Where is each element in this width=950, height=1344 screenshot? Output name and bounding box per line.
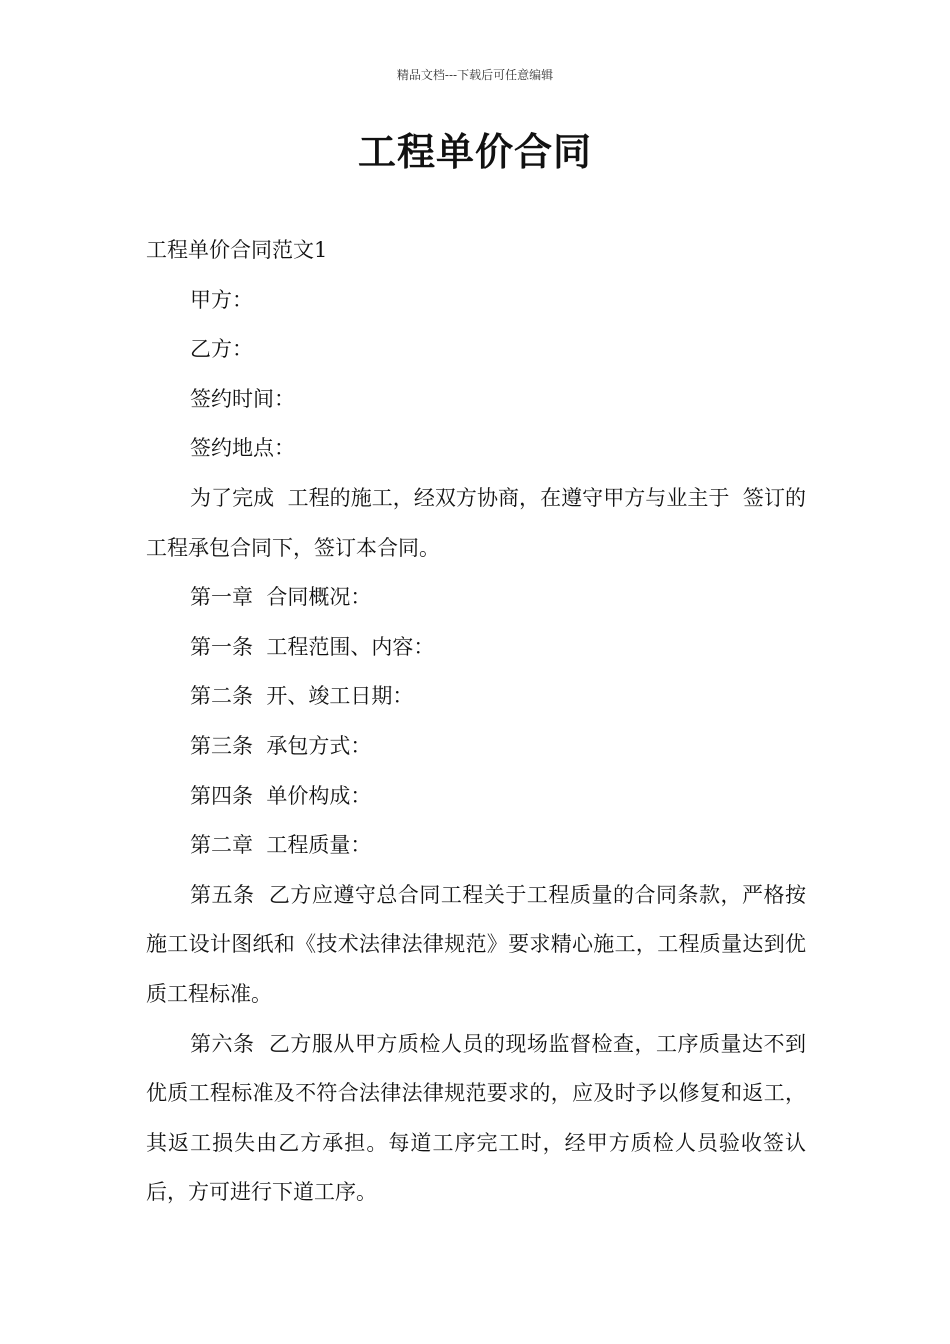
- article-1: 第一条 工程范围、内容：: [190, 634, 435, 659]
- chapter-2-heading: 第二章 工程质量：: [190, 833, 372, 858]
- article-5: 第五条 乙方应遵守总合同工程关于工程质量的合同条款，严格按施工设计图纸和《技术法律法律规范》要求精心施工，工程质量达到优质工程标准。: [146, 882, 806, 1006]
- section-heading: 工程单价合同范文1: [146, 238, 328, 262]
- article-6: 第六条 乙方服从甲方质检人员的现场监督检查，工序质量达不到优质工程标准及不符合法律法律规范要求的，应及时予以修复和返工，其返工损失由乙方承担。每道工序完工时，经甲方质检人员验收签认后，方可进行下道工序。: [146, 1031, 806, 1205]
- article-3: 第三条 承包方式：: [190, 733, 372, 758]
- party-b-line: 乙方：: [190, 337, 253, 362]
- signing-place-line: 签约地点：: [190, 436, 295, 461]
- article-4: 第四条 单价构成：: [190, 783, 372, 808]
- header-note: 精品文档---下载后可任意编辑: [396, 68, 554, 82]
- preamble-paragraph: 为了完成 工程的施工，经双方协商，在遵守甲方与业主于 签订的工程承包合同下，签订本合同。: [146, 485, 806, 560]
- chapter-1-heading: 第一章 合同概况：: [190, 585, 372, 610]
- document-body: [146, 226, 806, 1218]
- document-title: 工程单价合同: [357, 130, 592, 174]
- party-a-line: 甲方：: [190, 287, 253, 312]
- signing-time-line: 签约时间：: [190, 386, 295, 411]
- article-2: 第二条 开、竣工日期：: [190, 684, 414, 709]
